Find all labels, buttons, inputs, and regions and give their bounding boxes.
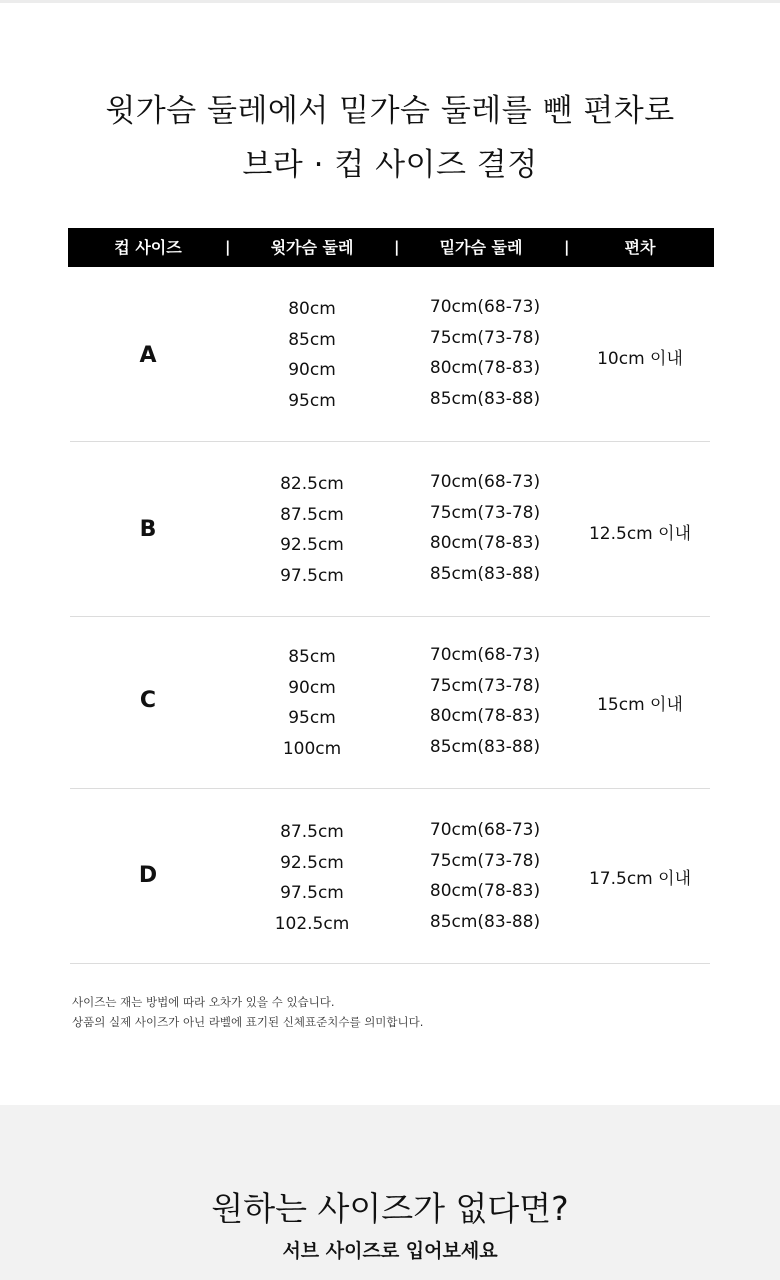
cup-size-label: C [139,688,157,713]
title-line-2: 브라 · 컵 사이즈 결정 [242,147,538,183]
footer-title: 원하는 사이즈가 없다면? [211,1189,569,1228]
under-bust-value: 75cm(73-78) [429,850,541,871]
title-line-1: 윗가슴 둘레에서 밑가슴 둘레를 뺀 편차로 [105,93,675,129]
deviation-value: 15cm 이내 [597,695,683,715]
row-divider [70,963,710,964]
under-bust-value: 80cm(78-83) [429,358,541,379]
under-bust-value: 85cm(83-88) [429,563,541,584]
title-block [0,84,780,192]
under-bust-values [410,640,560,762]
table-row [70,467,710,617]
header-separator: | [564,238,570,256]
over-bust-value: 92.5cm [280,535,344,556]
footer-banner [0,1105,780,1280]
under-bust-values [410,292,560,414]
over-bust-value: 90cm [288,360,336,381]
under-bust-value: 85cm(83-88) [429,736,541,757]
deviation-value: 12.5cm 이내 [588,524,691,544]
over-bust-values [250,642,374,764]
over-bust-value: 102.5cm [274,913,350,934]
row-divider [70,788,710,789]
header-over-bust: 윗가슴 둘레 [270,238,354,257]
row-divider [70,616,710,617]
cup-size-label: A [139,343,157,368]
under-bust-value: 75cm(73-78) [429,327,541,348]
deviation-value: 10cm 이내 [597,349,683,369]
under-bust-values [410,815,560,937]
under-bust-value: 70cm(68-73) [429,820,541,840]
cup-size-label: D [138,863,158,888]
over-bust-value: 82.5cm [280,474,344,494]
under-bust-value: 85cm(83-88) [429,388,541,409]
under-bust-value: 75cm(73-78) [429,502,541,523]
table-row [70,292,710,442]
over-bust-values [250,817,374,939]
note-line: 사이즈는 재는 방법에 따라 오차가 있을 수 있습니다. [72,995,335,1009]
over-bust-value: 100cm [282,738,342,759]
over-bust-values [250,469,374,591]
under-bust-value: 80cm(78-83) [429,706,541,727]
over-bust-value: 95cm [288,390,336,411]
deviation-value: 17.5cm 이내 [588,869,691,889]
over-bust-values [250,294,374,416]
over-bust-value: 87.5cm [280,822,344,842]
over-bust-value: 92.5cm [280,852,344,873]
over-bust-value: 95cm [288,708,336,729]
under-bust-value: 85cm(83-88) [429,911,541,932]
under-bust-value: 80cm(78-83) [429,881,541,902]
header-under-bust: 밑가슴 둘레 [439,238,523,257]
under-bust-value: 70cm(68-73) [429,472,541,492]
under-bust-values [410,467,560,589]
under-bust-value: 80cm(78-83) [429,533,541,554]
footer-subtitle: 서브 사이즈로 입어보세요 [282,1240,498,1262]
over-bust-value: 97.5cm [280,883,344,904]
header-deviation: 편차 [624,238,656,257]
over-bust-value: 87.5cm [280,504,344,525]
size-notes [72,992,423,1032]
header-separator: | [225,238,231,256]
over-bust-value: 85cm [288,329,336,350]
table-row [70,815,710,965]
over-bust-value: 80cm [288,299,336,319]
note-line: 상품의 실제 사이즈가 아닌 라벨에 표기된 신체표준치수를 의미합니다. [72,1015,424,1029]
table-row [70,640,710,790]
top-divider [0,0,780,3]
size-table-header [68,228,714,267]
cup-size-label: B [139,517,157,542]
under-bust-value: 70cm(68-73) [429,645,541,665]
over-bust-value: 85cm [288,647,336,667]
header-separator: | [394,238,400,256]
under-bust-value: 70cm(68-73) [429,297,541,317]
header-cup-size: 컵 사이즈 [114,238,182,257]
under-bust-value: 75cm(73-78) [429,675,541,696]
row-divider [70,441,710,442]
over-bust-value: 97.5cm [280,565,344,586]
over-bust-value: 90cm [288,677,336,698]
